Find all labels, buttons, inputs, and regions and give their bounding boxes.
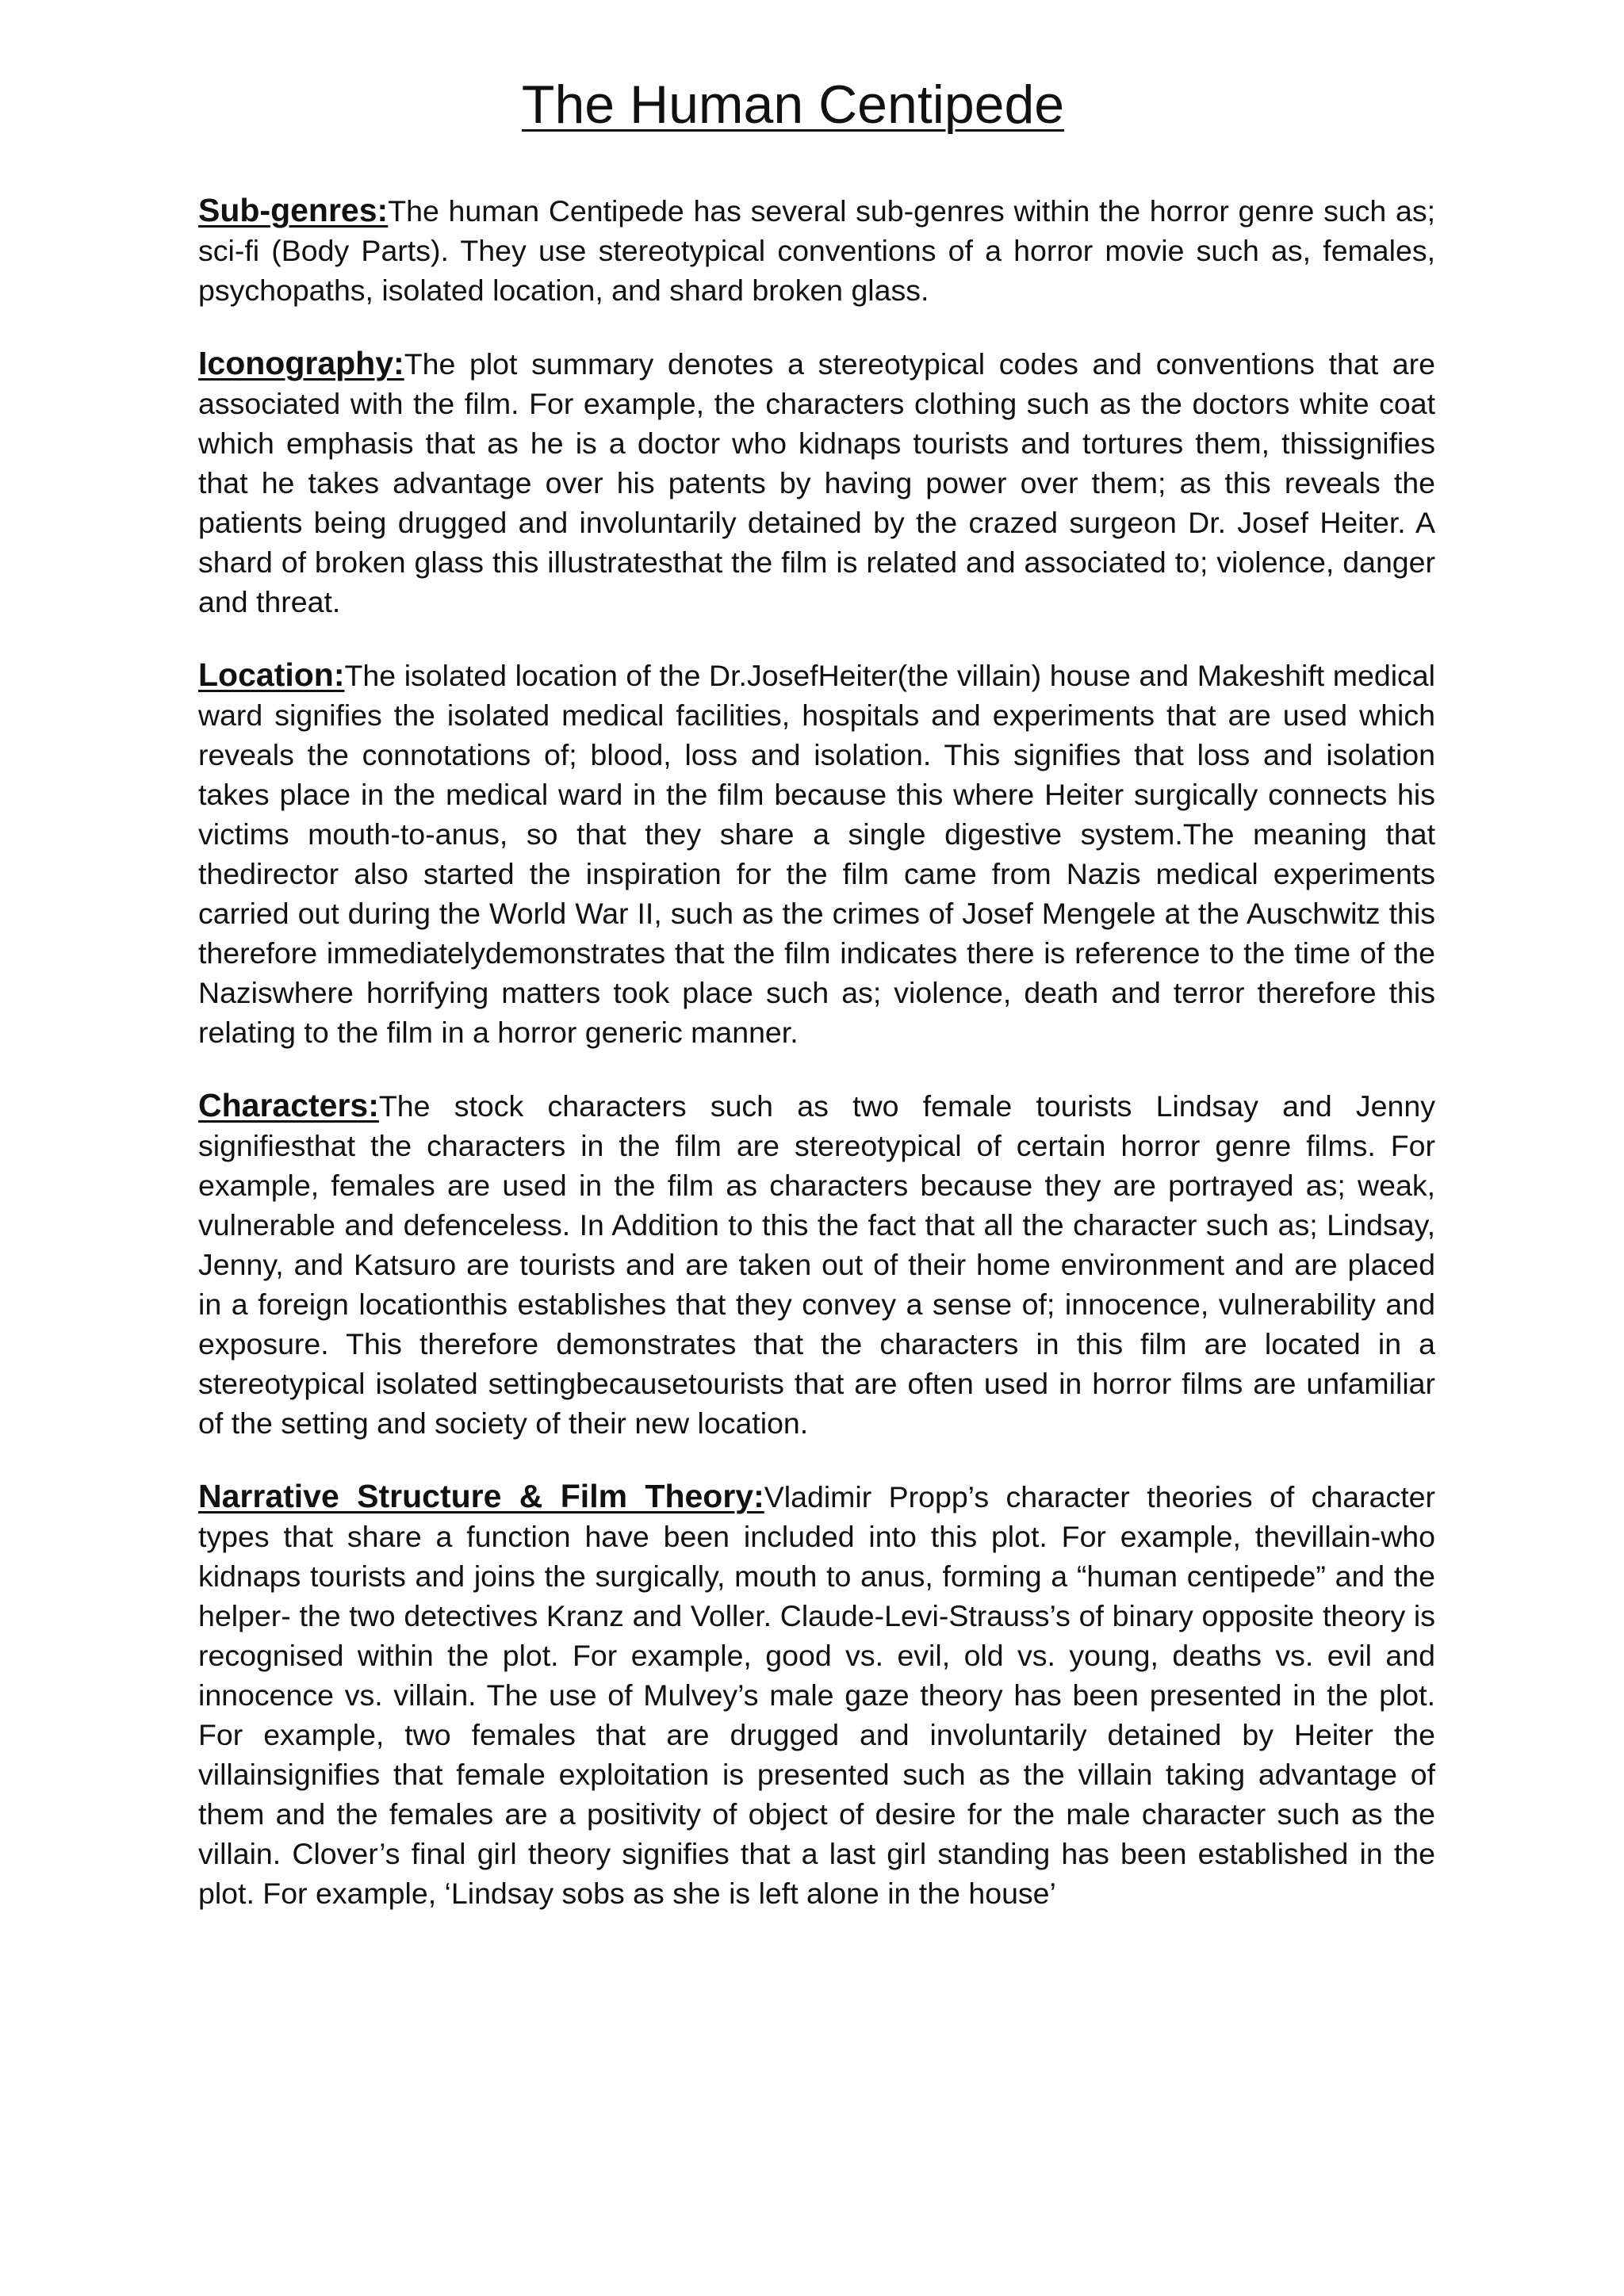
section-heading: Sub-genres: xyxy=(198,192,389,228)
section-location xyxy=(198,655,1435,1052)
section-narrative-structure xyxy=(198,1476,1435,1913)
section-text: The isolated location of the Dr.JosefHeiter(the villain) house and Makeshift medical ward signifies the isolated medical facilities, hospitals and experiments that are used which reveals the connotations of; blood, loss and isolation. This signifies that loss and isolation takes place in the medical ward in the film because this where Heiter surgically connects his victims mouth-to-anus, so that they share a single digestive system.The meaning that thedirector also started the inspiration for the film came from Nazis medical experiments carried out during the World War II, such as the crimes of Josef Mengele at the Auschwitz this therefore immediatelydemonstrates that the film indicates there is reference to the time of the Naziswhere horrifying matters took place such as; violence, death and terror therefore this relating to the film in a horror generic manner. xyxy=(198,659,1435,1049)
section-heading: Characters: xyxy=(198,1087,379,1123)
section-text: The stock characters such as two female tourists Lindsay and Jenny signifiesthat the characters in the film are stereotypical of certain horror genre films. For example, females are used in the film as characters because they are portrayed as; weak, vulnerable and defenceless. In Addition to this the fact that all the character such as; Lindsay, Jenny, and Katsuro are tourists and are taken out of their home environment and are placed in a foreign locationthis establishes that they convey a sense of; innocence, vulnerability and exposure. This therefore demonstrates that the characters in this film are located in a stereotypical isolated settingbecausetourists that are often used in horror films are unfamiliar of the setting and society of their new location. xyxy=(198,1089,1435,1440)
section-text: The plot summary denotes a stereotypical codes and conventions that are associated with the film. For example, the characters clothing such as the doctors white coat which emphasis that as he is a doctor who kidnaps tourists and tortures them, thissignifies that he takes advantage over his patents by having power over them; as this reveals the patients being drugged and involuntarily detained by the crazed surgeon Dr. Josef Heiter. A shard of broken glass this illustratesthat the film is related and associated to; violence, danger and threat. xyxy=(198,347,1435,618)
section-iconography xyxy=(198,343,1435,622)
section-heading: Location: xyxy=(198,656,345,693)
section-characters xyxy=(198,1085,1435,1443)
section-heading: Narrative Structure & Film Theory: xyxy=(198,1478,764,1514)
section-text: Vladimir Propp’s character theories of character types that share a function have been included into this plot. For example, thevillain-who kidnaps tourists and joins the surgically, mouth to anus, forming a “human centipede” and the helper- the two detectives Kranz and Voller. Claude-Levi-Strauss’s of binary opposite theory is recognised within the plot. For example, good vs. evil, old vs. young, deaths vs. evil and innocence vs. villain. The use of Mulvey’s male gaze theory has been presented in the plot. For example, two females that are drugged and involuntarily detained by Heiter the villainsignifies that female exploitation is presented such as the villain taking advantage of them and the females are a positivity of object of desire for the male character such as the villain. Clover’s final girl theory signifies that a last girl standing has been established in the plot. For example, ‘Lindsay sobs as she is left alone in the house’ xyxy=(198,1480,1435,1910)
document-body xyxy=(198,190,1435,1946)
section-text: The human Centipede has several sub-genres within the horror genre such as; sci-fi (Body Parts). They use stereotypical conventions of a horror movie such as, females, psychopaths, isolated location, and shard broken glass. xyxy=(198,194,1435,307)
section-heading: Iconography: xyxy=(198,345,404,381)
document-title: The Human Centipede xyxy=(521,75,1065,135)
section-sub-genres xyxy=(198,190,1435,310)
